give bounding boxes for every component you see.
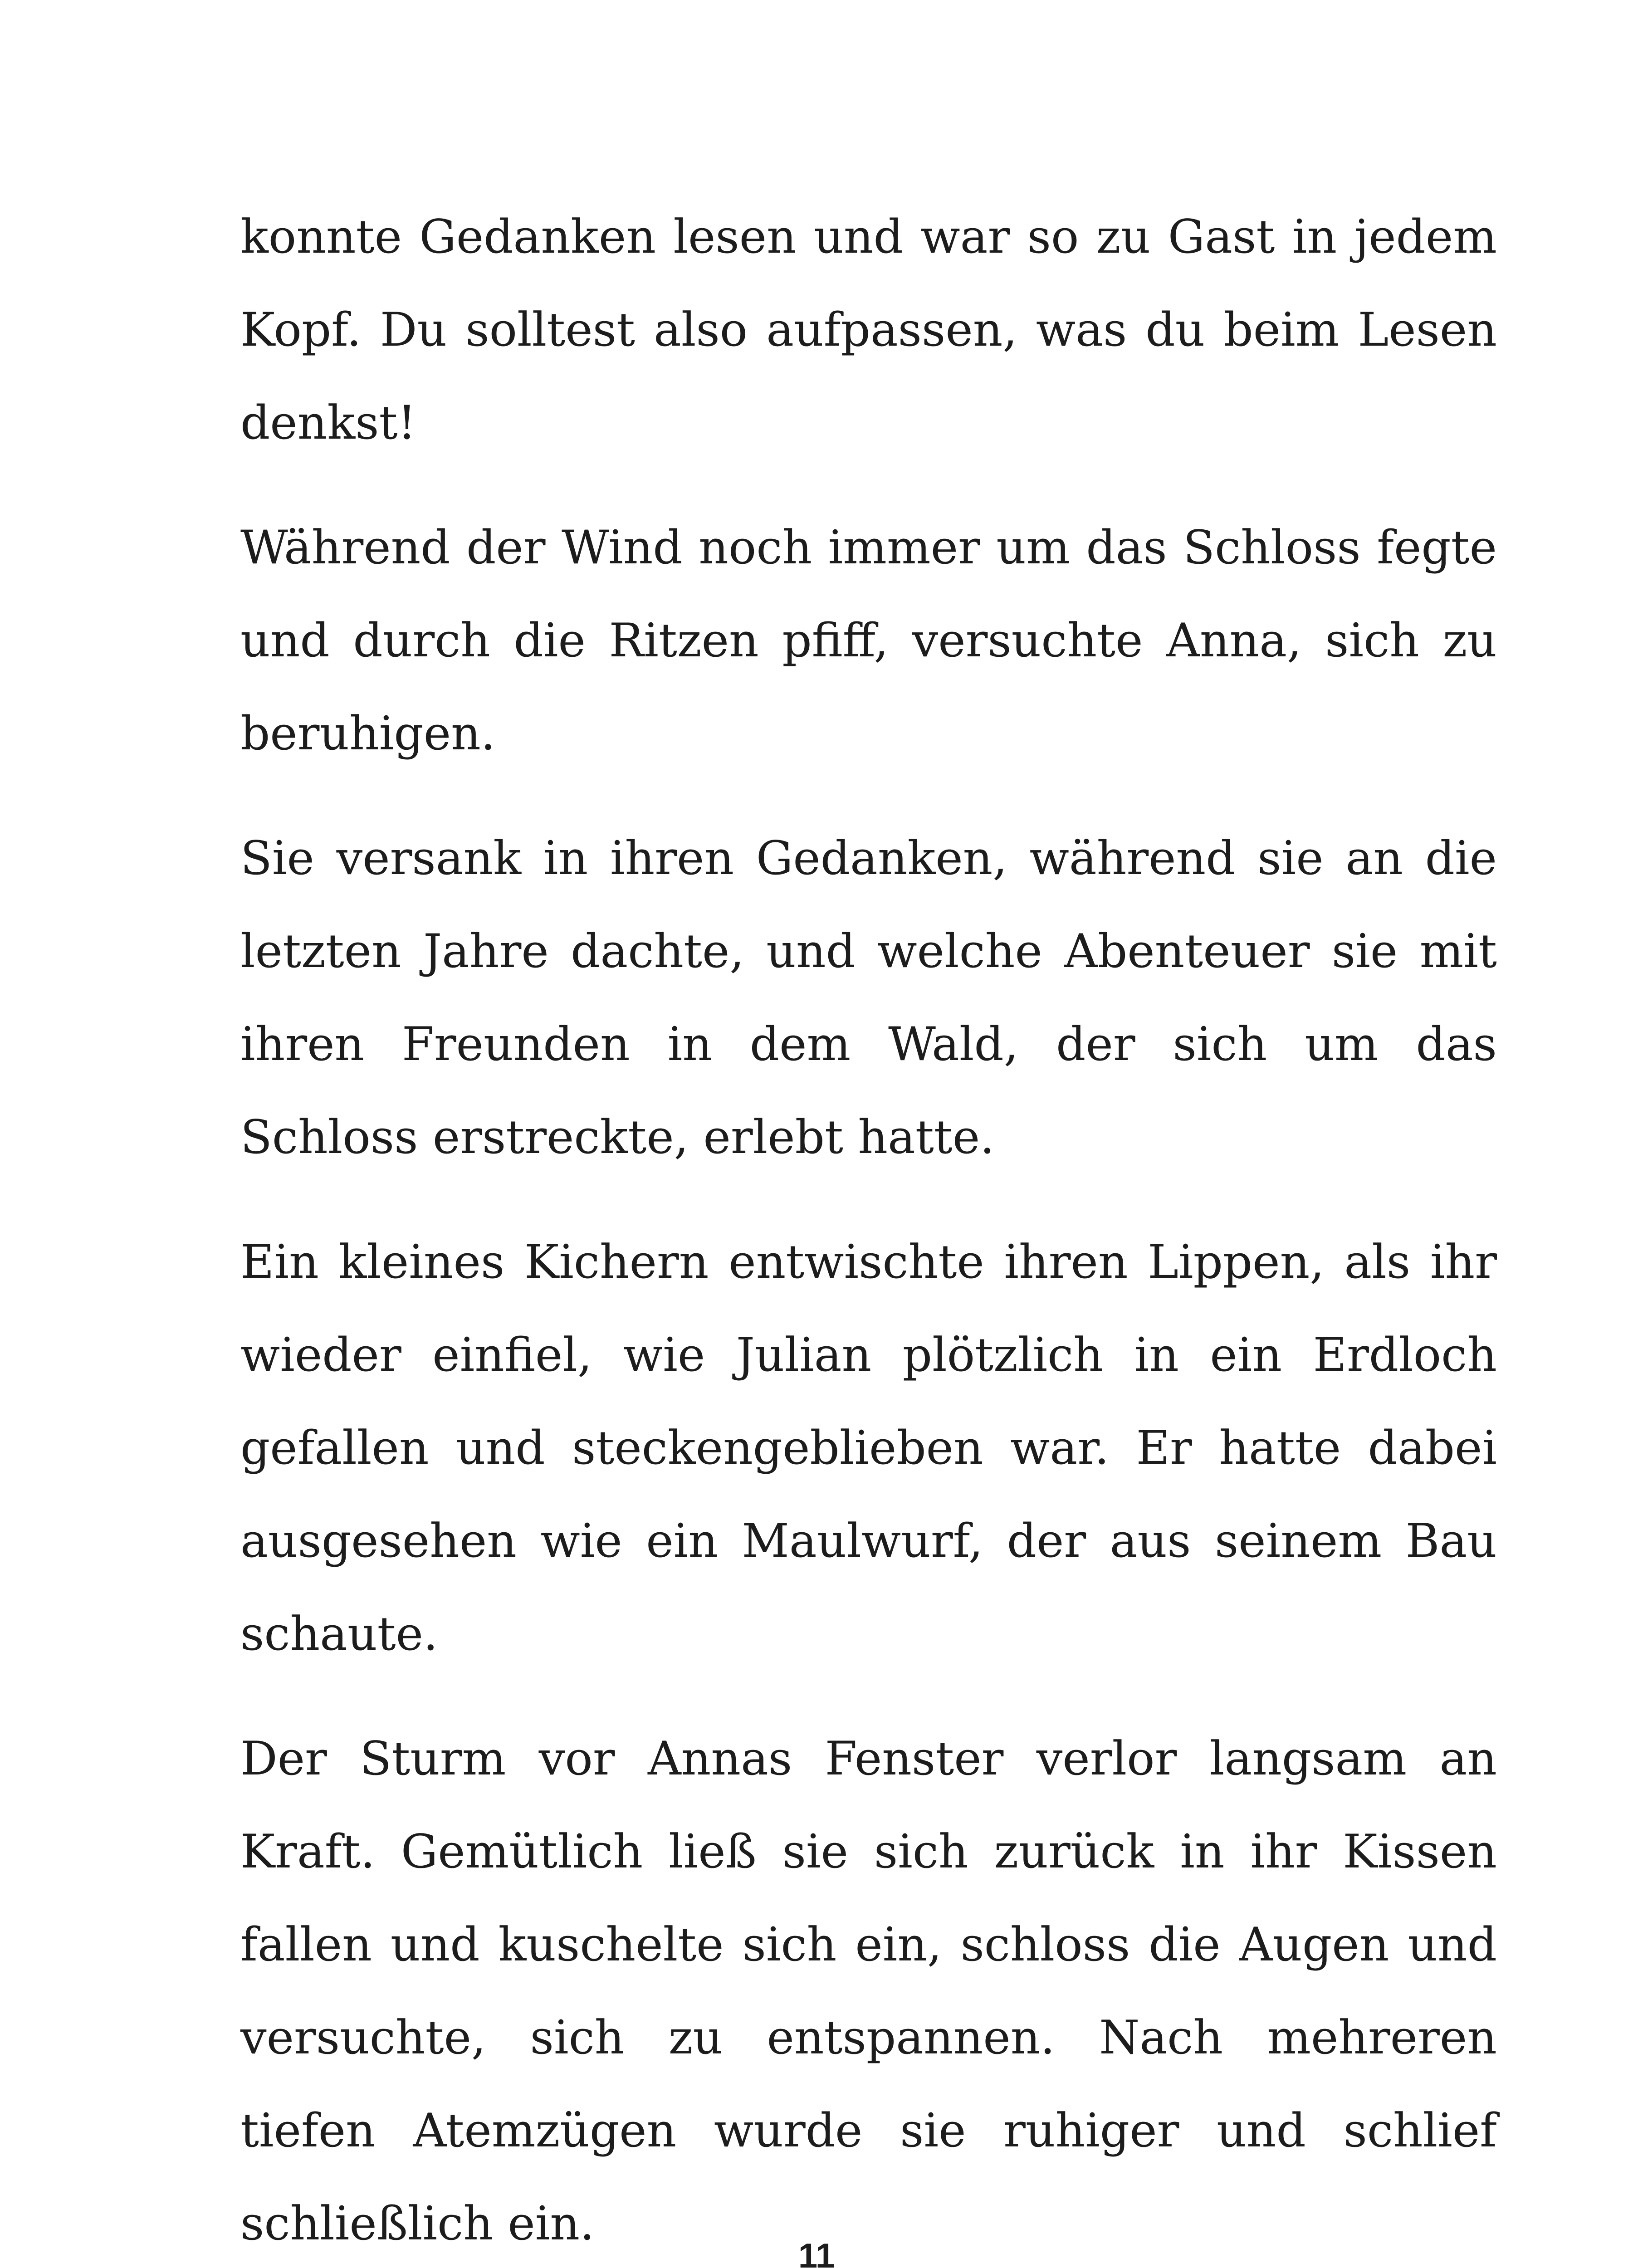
- paragraph: Während der Wind noch immer um das Schloss fegte und durch die Ritzen pfiff, versuchte Anna, sich zu beruhigen.: [240, 521, 1497, 761]
- body-text: [240, 191, 1497, 2268]
- page-number: 11: [798, 2237, 835, 2268]
- paragraph: Ein kleines Kichern entwischte ihren Lippen, als ihr wieder einfiel, wie Julian plötzlich in ein Erdloch gefallen und steckengeblieben war. Er hatte dabei ausgesehen wie ein Maulwurf, der aus seinem Bau schaute.: [240, 1235, 1497, 1661]
- paragraph: konnte Gedanken lesen und war so zu Gast in jedem Kopf. Du solltest also aufpassen, was du beim Lesen denkst!: [240, 210, 1497, 450]
- paragraph: Der Sturm vor Annas Fenster verlor langsam an Kraft. Gemütlich ließ sie sich zurück in ihr Kissen fallen und kuschelte sich ein, schloss die Augen und versuchte, sich zu entspannen. Nach mehreren tiefen Atemzügen wurde sie ruhiger und schlief schließlich ein.: [240, 1732, 1497, 2251]
- paragraph: Sie versank in ihren Gedanken, während sie an die letzten Jahre dachte, und welche Abenteuer sie mit ihren Freunden in dem Wald, der sich um das Schloss erstreckte, erlebt hatte.: [240, 831, 1497, 1164]
